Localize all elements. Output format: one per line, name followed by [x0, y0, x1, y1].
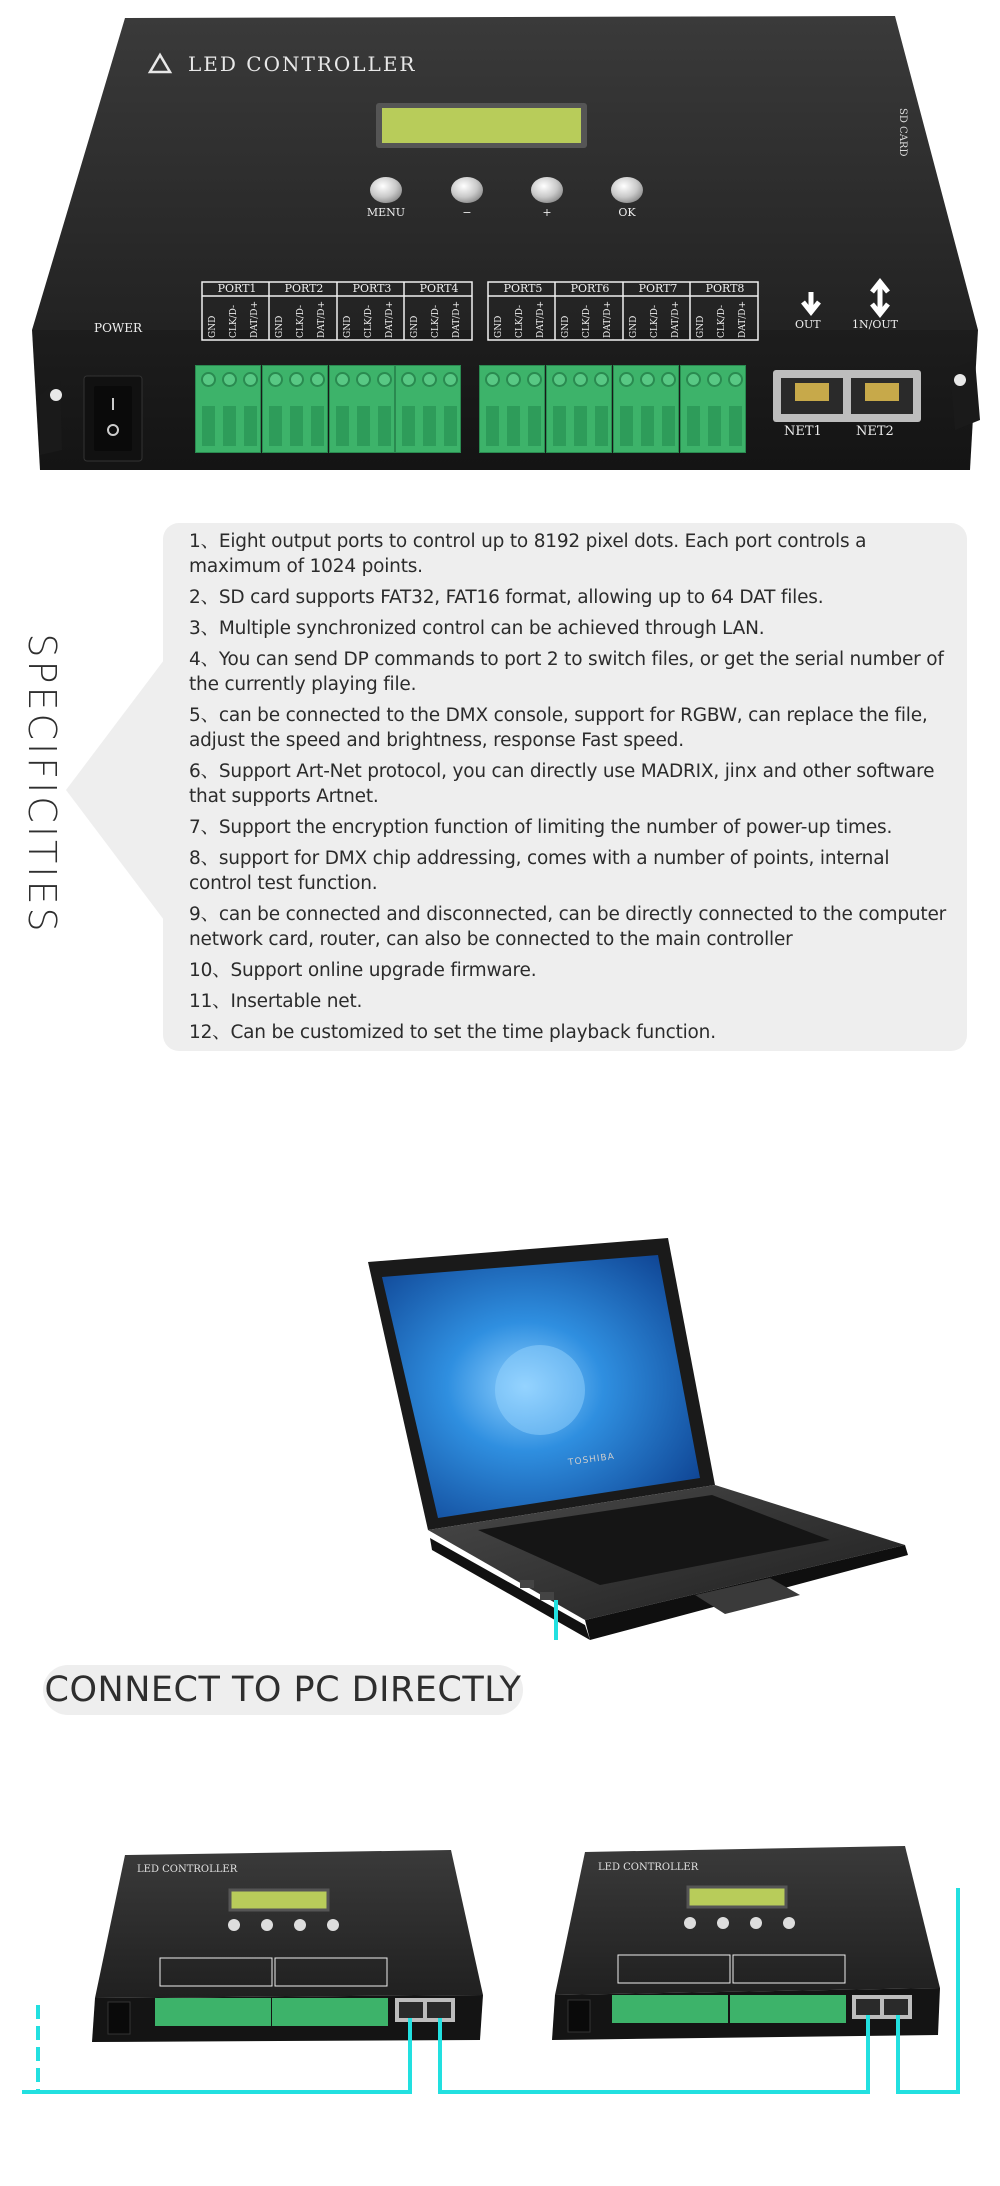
terminal-slot — [244, 406, 257, 446]
terminal-slot — [595, 406, 608, 446]
terminal-screw — [728, 372, 743, 387]
terminal-block — [195, 365, 261, 453]
pin-label: DAT/D+ — [738, 300, 748, 338]
net2-label: NET2 — [856, 424, 894, 439]
pin-label: GND — [494, 315, 504, 338]
spec-item: 1、Eight output ports to control up to 8192 pixel dots. Each port controls a maximum of 1024 points. — [189, 531, 867, 577]
net1-label: NET1 — [784, 424, 822, 439]
spec-item: 2、SD card supports FAT32, FAT16 format, allowing up to 64 DAT files. — [189, 587, 824, 608]
spec-item: 5、can be connected to the DMX console, support for RGBW, can replace the file, adjust the speed and brightness, response Fast speed. — [189, 705, 928, 751]
terminal-slot — [708, 406, 721, 446]
spec-item: 10、Support online upgrade firmware. — [189, 960, 537, 981]
terminal-slot — [729, 406, 742, 446]
out-label: OUT — [795, 318, 821, 331]
pin-label: CLK/D- — [650, 304, 660, 338]
pin-label: DAT/D+ — [536, 300, 546, 338]
terminal-screw — [552, 372, 567, 387]
bottom-controllers-diagram — [0, 1830, 1000, 2110]
terminal-slot — [507, 406, 520, 446]
terminal-screw — [619, 372, 634, 387]
terminal-screw — [201, 372, 216, 387]
terminal-screw — [707, 372, 722, 387]
port-label: PORT2 — [284, 282, 324, 295]
svg-text:LED CONTROLLER: LED CONTROLLER — [137, 1864, 238, 1875]
port-label: PORT6 — [570, 282, 610, 295]
pin-label: GND — [561, 315, 571, 338]
menu-button-label: MENU — [366, 206, 406, 219]
spec-pointer-arrow — [66, 660, 164, 920]
terminal-screw — [422, 372, 437, 387]
pin-label: CLK/D- — [364, 304, 374, 338]
pin-label: DAT/D+ — [385, 300, 395, 338]
terminal-screw — [527, 372, 542, 387]
inout-label: 1N/OUT — [852, 318, 898, 331]
terminal-slot — [641, 406, 654, 446]
terminal-slot — [357, 406, 370, 446]
spec-item: 6、Support Art-Net protocol, you can directly use MADRIX, jinx and other software that supports Artnet. — [189, 761, 935, 807]
terminal-screw — [335, 372, 350, 387]
pin-label: DAT/D+ — [452, 300, 462, 338]
spec-panel — [163, 523, 967, 1051]
terminal-slot — [486, 406, 499, 446]
spec-item: 11、Insertable net. — [189, 991, 363, 1012]
power-label: POWER — [94, 321, 143, 335]
terminal-slot — [378, 406, 391, 446]
spec-item: 4、You can send DP commands to port 2 to switch files, or get the serial number of the currently playing file. — [189, 649, 944, 695]
terminal-block — [262, 365, 328, 453]
spec-item: 7、Support the encryption function of limiting the number of power-up times. — [189, 817, 893, 838]
port-label: PORT4 — [419, 282, 459, 295]
terminal-screw — [268, 372, 283, 387]
terminal-slot — [553, 406, 566, 446]
terminal-screw — [310, 372, 325, 387]
terminal-screw — [443, 372, 458, 387]
svg-text:LED CONTROLLER: LED CONTROLLER — [598, 1862, 699, 1873]
terminal-screw — [243, 372, 258, 387]
terminal-slot — [662, 406, 675, 446]
terminal-block — [613, 365, 679, 453]
lcd-screen — [382, 108, 581, 143]
terminal-screw — [661, 372, 676, 387]
pin-label: CLK/D- — [229, 304, 239, 338]
spec-item: 12、Can be customized to set the time playback function. — [189, 1022, 716, 1043]
terminal-slot — [269, 406, 282, 446]
terminal-block — [680, 365, 746, 453]
terminal-screw — [401, 372, 416, 387]
sd-card-label: SD CARD — [897, 108, 908, 157]
terminal-slot — [528, 406, 541, 446]
pin-label: GND — [208, 315, 218, 338]
pin-label: GND — [696, 315, 706, 338]
terminal-screw — [289, 372, 304, 387]
terminal-slot — [444, 406, 457, 446]
port-label: PORT3 — [352, 282, 392, 295]
terminal-screw — [640, 372, 655, 387]
terminal-slot — [687, 406, 700, 446]
pin-label: CLK/D- — [431, 304, 441, 338]
laptop-illustration — [0, 1200, 1000, 1640]
terminal-screw — [506, 372, 521, 387]
terminal-slot — [311, 406, 324, 446]
port-label: PORT7 — [638, 282, 678, 295]
terminal-block — [479, 365, 545, 453]
terminal-slot — [223, 406, 236, 446]
pin-label: DAT/D+ — [671, 300, 681, 338]
terminal-screw — [485, 372, 500, 387]
pin-label: DAT/D+ — [250, 300, 260, 338]
terminal-screw — [594, 372, 609, 387]
brand-label: LED CONTROLLER — [188, 52, 417, 76]
controller-b — [552, 1846, 940, 2040]
port-label: PORT8 — [705, 282, 745, 295]
pin-label: GND — [275, 315, 285, 338]
terminal-block — [395, 365, 461, 453]
ok-button-label: OK — [618, 206, 636, 219]
spec-item: 9、can be connected and disconnected, can be directly connected to the computer network card, router, can also be connected to the main controller — [189, 904, 947, 950]
terminal-slot — [402, 406, 415, 446]
pin-label: CLK/D- — [296, 304, 306, 338]
plus-button-label: + — [542, 206, 552, 219]
spec-item: 8、support for DMX chip addressing, comes with a number of points, internal control test function. — [189, 848, 890, 894]
terminal-slot — [620, 406, 633, 446]
pin-label: DAT/D+ — [317, 300, 327, 338]
terminal-slot — [202, 406, 215, 446]
specificities-title: SPECIFICITIES — [20, 633, 64, 935]
spec-item: 3、Multiple synchronized control can be achieved through LAN. — [189, 618, 765, 639]
pin-label: GND — [343, 315, 353, 338]
minus-button-label: − — [462, 206, 472, 219]
terminal-slot — [423, 406, 436, 446]
terminal-screw — [686, 372, 701, 387]
terminal-screw — [356, 372, 371, 387]
pin-label: GND — [629, 315, 639, 338]
pin-label: CLK/D- — [717, 304, 727, 338]
terminal-slot — [290, 406, 303, 446]
controller-a — [92, 1850, 483, 2042]
pin-label: GND — [410, 315, 420, 338]
connect-to-pc-label: CONNECT TO PC DIRECTLY — [43, 1665, 523, 1715]
hero-controller-image — [0, 0, 1000, 480]
terminal-screw — [222, 372, 237, 387]
terminal-slot — [336, 406, 349, 446]
pin-label: CLK/D- — [515, 304, 525, 338]
terminal-slot — [574, 406, 587, 446]
pin-label: DAT/D+ — [603, 300, 613, 338]
laptop-brand: TOSHIBA — [567, 1451, 616, 1469]
terminal-screw — [377, 372, 392, 387]
terminal-screw — [573, 372, 588, 387]
terminal-block — [546, 365, 612, 453]
port-label: PORT1 — [217, 282, 257, 295]
pin-label: CLK/D- — [582, 304, 592, 338]
port-label: PORT5 — [503, 282, 543, 295]
terminal-block — [329, 365, 395, 453]
